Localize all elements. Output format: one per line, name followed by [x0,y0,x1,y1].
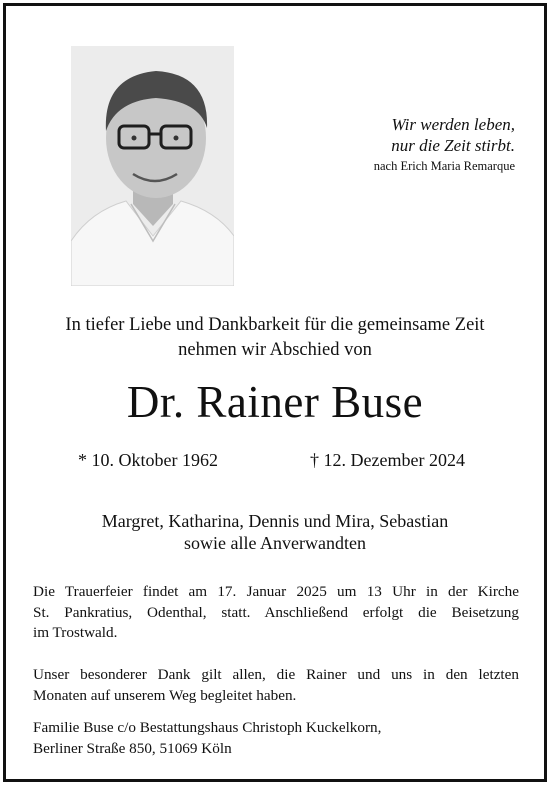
family-line-2: sowie alle Anverwandten [184,533,366,553]
intro-text [0,313,550,363]
death-date: † 12. Dezember 2024 [310,450,465,470]
quote-line-1: Wir werden leben, [391,115,515,134]
funeral-info-paragraph [33,582,519,644]
quote-attribution: nach Erich Maria Remarque [373,159,515,173]
contact-line-2: Berliner Straße 850, 51069 Köln [33,739,232,757]
intro-line-2: nehmen wir Abschied von [178,340,372,360]
funeral-info-line-2: St. Pankratius, Odenthal, statt. Anschließend erfolgt die Beisetzung [33,603,519,621]
portrait-photo [71,46,234,286]
thanks-line-1: Unser besonderer Dank gilt allen, die Rainer und uns in den letzten [33,666,519,683]
quote-line-2: nur die Zeit stirbt. [391,136,515,155]
thanks-paragraph [33,665,519,706]
contact-line-1: Familie Buse c/o Bestattungshaus Christoph Kuckelkorn, [33,719,382,736]
family-line-1: Margret, Katharina, Dennis und Mira, Sebastian [101,511,449,531]
intro-line-1: In tiefer Liebe und Dankbarkeit für die gemeinsame Zeit [65,315,485,335]
funeral-info-line-3: im Trostwald. [33,624,118,641]
birth-date: * 10. Oktober 1962 [78,450,218,470]
thanks-line-2: Monaten auf unserem Weg begleitet haben. [33,686,297,704]
quote-block [300,114,515,175]
funeral-info-line-1: Die Trauerfeier findet am 17. Januar 2025 um 13 Uhr in der Kirche [33,583,519,600]
contact-address [33,718,519,759]
deceased-name: Dr. Rainer Buse [126,377,424,427]
family-members [0,510,550,554]
